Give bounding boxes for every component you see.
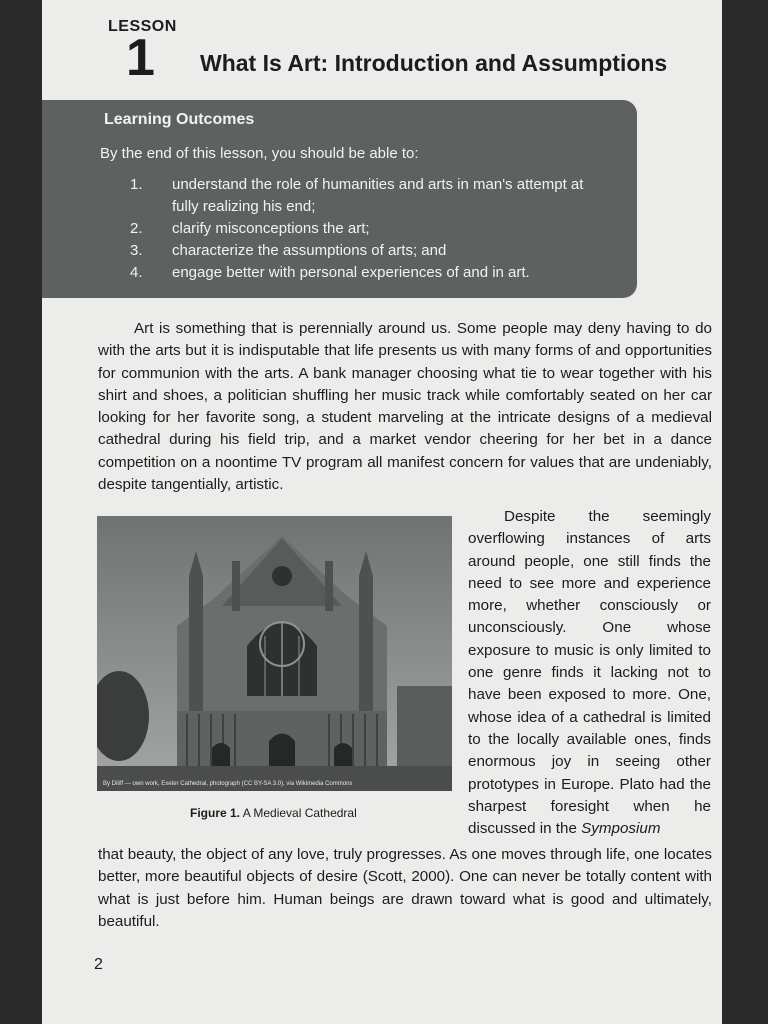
learning-outcomes-intro: By the end of this lesson, you should be able to:: [100, 145, 419, 162]
outcome-text: clarify misconceptions the art;: [172, 220, 370, 237]
outcome-item: [130, 174, 600, 218]
outcome-item: [130, 218, 600, 240]
outcome-text: characterize the assumptions of arts; and: [172, 242, 447, 259]
cathedral-photo: [97, 516, 452, 791]
outcome-text: engage better with personal experiences of and in art.: [172, 264, 530, 281]
body-paragraph-2-continued: that beauty, the object of any love, truly progresses. As one moves through life, one locates better, more beautiful objects of desire (Scott, 2000). One can never be totally content with what is just before him. Human beings are drawn toward what is good and ultimately, beautiful.: [98, 846, 712, 930]
paragraph-2-side-text: Despite the seemingly overflowing instances of arts around people, one still finds the need to see more and experience more, whether consciously or unconsciously. One whose exposure to music is only limited to one genre finds it lacking not to have been exposed to more. One, whose idea of a cathedral is limited to the locally available ones, finds enormous joy in seeing other prototypes in Europe. Plato had the sharpest foresight when he discussed in the: [468, 508, 711, 838]
outcome-number: 3.: [130, 242, 143, 259]
outcome-number: 1.: [130, 176, 143, 193]
figure-label: Figure 1.: [190, 806, 241, 820]
page-title: What Is Art: Introduction and Assumptions: [200, 50, 668, 76]
body-paragraph-1: Art is something that is perennially around us. Some people may deny having to do with the arts but it is indisputable that life presents us with many forms of and opportunities for communion with the arts. A bank manager choosing what tie to wear together with his shirt and shoes, a politician shuffling her music track while comfortably seated on her car looking for her favorite song, a student marveling at the intricate designs of a medieval cathedral during his field trip, and a market vendor cheering for her bet in a dance competition on a noontime TV program all manifest concern for values that are undeniably, despite tangentially, artistic.: [98, 320, 712, 494]
figure-caption-text: A Medieval Cathedral: [242, 806, 357, 820]
outcome-number: 2.: [130, 220, 143, 237]
outcome-number: 4.: [130, 264, 143, 281]
body-paragraph-2-side: [468, 506, 711, 840]
outcome-text: understand the role of humanities and arts in man's attempt at fully realizing his end;: [172, 176, 584, 215]
photo-credit: By Diliff — own work, Exeter Cathedral, photograph (CC BY-SA 3.0), via Wikimedia Commons: [103, 781, 353, 787]
cathedral-illustration: [97, 516, 452, 791]
figure-caption: [190, 806, 357, 820]
symposium-title: Symposium: [581, 820, 661, 838]
outcome-item: [130, 240, 600, 262]
outcome-item: [130, 262, 600, 284]
learning-outcomes-box: [42, 100, 637, 298]
page-number: 2: [94, 956, 103, 973]
learning-outcomes-list: [130, 174, 600, 284]
lesson-label: LESSON: [108, 18, 177, 35]
learning-outcomes-heading: Learning Outcomes: [104, 111, 255, 128]
textbook-page: [42, 0, 722, 1024]
lesson-number: 1: [126, 29, 155, 87]
